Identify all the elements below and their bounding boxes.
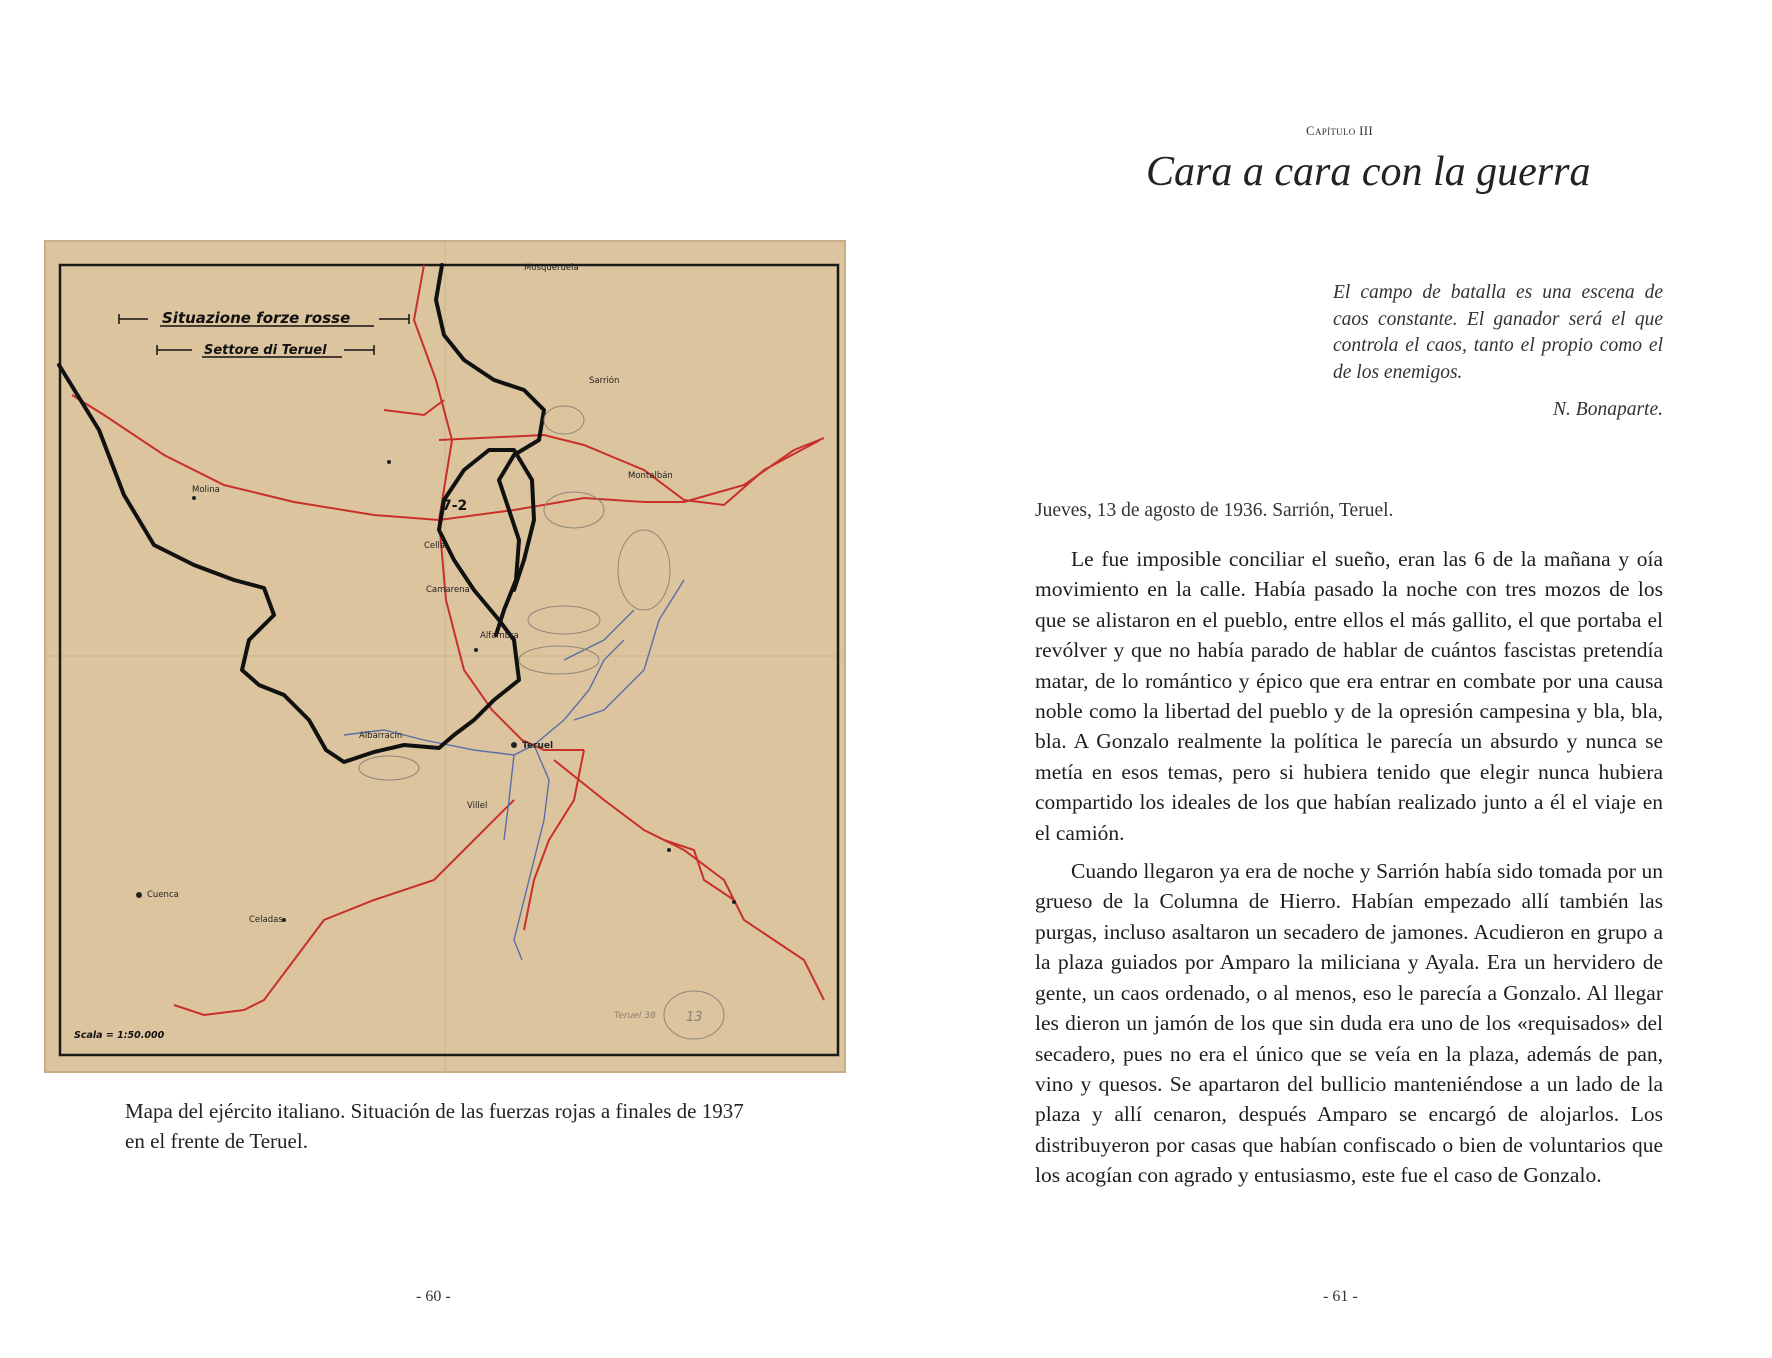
place-cuenca: Cuenca bbox=[147, 890, 179, 900]
place-villel: Villel bbox=[467, 801, 488, 811]
chapter-title: Cara a cara con la guerra bbox=[1146, 149, 1591, 195]
paragraph: Le fue imposible conciliar el sueño, eran las 6 de la mañana y oía movimiento en la calle. Había pasado la noche con tres mozos de los que se alistaron en el pueblo, entre ellos el más gallito, el que portaba el revólver y que no había parado de hablar de cuántos fascistas pretendía matar, de lo romántico y épico que era entrar en combate por una causa noble como la libertad del pueblo y de la opresión campesina y bla, bla, bla. A Gonzalo realmente la política le parecía un absurdo y nunca se metía en esos temas, pero si hubiera tenido que elegir nunca hubiera compartido los ideales de los que habían realizado junto a él el viaje en el camión. bbox=[1035, 547, 1663, 845]
stamp-number: 13 bbox=[686, 1010, 703, 1025]
epigraph-author: N. Bonaparte. bbox=[1553, 399, 1663, 420]
sector-label: 7-2 bbox=[442, 498, 468, 514]
archive-note: Teruel 38 bbox=[614, 1011, 656, 1021]
map-figure bbox=[44, 240, 846, 1073]
body-text bbox=[1035, 544, 1663, 1199]
chapter-label: Capítulo III bbox=[1306, 123, 1374, 138]
place-montalban: Montalbán bbox=[628, 471, 673, 481]
place-molina: Molina bbox=[192, 485, 220, 495]
map-subtitle: Settore di Teruel bbox=[204, 343, 327, 358]
place-camarena: Camarena bbox=[426, 585, 470, 595]
place-celadas: Celadas bbox=[249, 915, 283, 925]
epigraph: El campo de batalla es una escena de caos constante. El ganador será el que controla el caos, tanto el propio como el de los enemigos. bbox=[1333, 282, 1663, 383]
place-mosqueruela: Mosqueruela bbox=[524, 263, 579, 273]
page-number-left: - 60 - bbox=[416, 1288, 451, 1305]
place-sarrion: Sarrión bbox=[589, 376, 620, 386]
dateline: Jueves, 13 de agosto de 1936. Sarrión, Teruel. bbox=[1035, 500, 1394, 521]
place-alfambra: Alfambra bbox=[480, 631, 519, 641]
place-teruel: Teruel bbox=[522, 741, 554, 751]
paragraph: Cuando llegaron ya era de noche y Sarrión había sido tomada por un grueso de la Columna de Hierro. Habían empezado allí también las purgas, incluso asaltaron un secadero de jamones. Acudieron en grupo a la plaza guiados por Amparo la miliciana y Ayala. Era un hervidero de gente, un caos ordenado, o al menos, eso le parecía a Gonzalo. Al llegar les dieron un jamón de los que sin duda era uno de los «requisados» del secadero, pues no era el único que se veía en la plaza, además de pan, vino y quesos. Se apartaron del bullicio manteniéndose a un lado de la plaza y allí cenaron, después Amparo se encargó de alojarlos. Los distribuyeron por casas que habían confiscado o bien de voluntarios que los acogían con agrado y entusiasmo, este fue el caso de Gonzalo. bbox=[1035, 859, 1663, 1188]
teruel-front-map bbox=[44, 240, 846, 1073]
map-title: Situazione forze rosse bbox=[162, 309, 351, 327]
place-cella: Cella bbox=[424, 541, 446, 551]
page-number-right: - 61 - bbox=[1323, 1288, 1358, 1305]
figure-caption: Mapa del ejército italiano. Situación de las fuerzas rojas a finales de 1937 en el frente de Teruel. bbox=[125, 1099, 744, 1153]
place-albarracin: Albarracín bbox=[359, 731, 403, 741]
map-scale: Scala = 1:50.000 bbox=[74, 1030, 165, 1041]
